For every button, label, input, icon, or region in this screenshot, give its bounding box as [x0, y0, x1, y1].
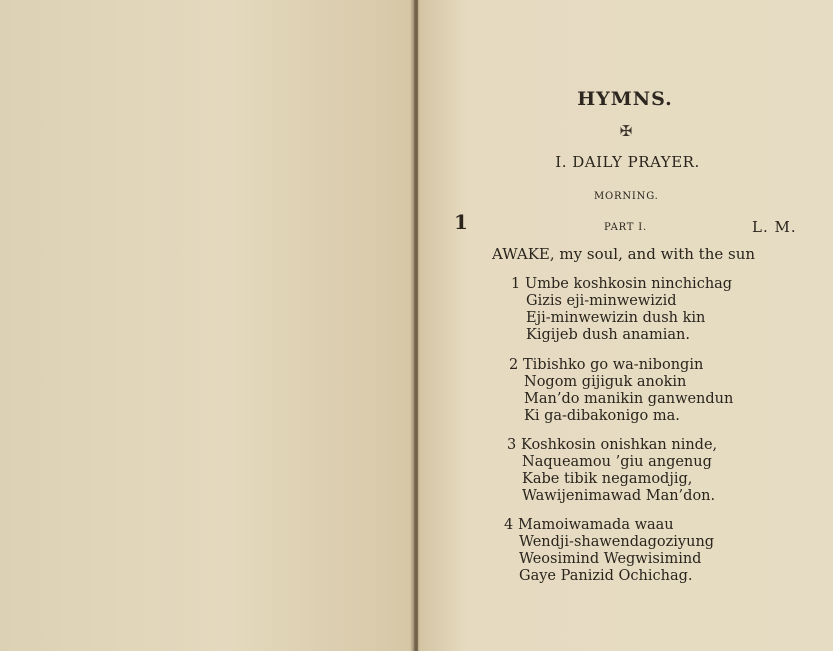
left-page — [0, 0, 414, 651]
stanza-line: Ki ga-dibakonigo ma. — [524, 408, 680, 424]
stanza-number: 3 — [507, 437, 517, 453]
stanza-number: 1 — [511, 276, 521, 292]
stanza-line: Wawijenimawad Man’don. — [522, 488, 716, 504]
stanza-line: Kigijeb dush anamian. — [526, 327, 690, 343]
stanza-line: 4 Mamoiwamada waau — [504, 517, 674, 533]
cross-ornament-icon: ✠ — [619, 122, 633, 140]
stanza-line: Nogom gijiguk anokin — [524, 374, 687, 390]
hymn-number: 1 — [454, 210, 468, 234]
stanza-line: Gizis eji-minwewizid — [526, 293, 677, 309]
hymn-meter: L. M. — [752, 218, 797, 236]
stanza — [507, 437, 717, 505]
stanza-line: 1 Umbe koshkosin ninchichag — [511, 276, 733, 292]
stanza-line: Kabe tibik negamodjig, — [522, 471, 693, 487]
stanza-number: 4 — [504, 517, 514, 533]
stanza — [511, 276, 732, 344]
section-title: I. DAILY PRAYER. — [555, 153, 700, 171]
stanza — [504, 517, 714, 585]
english-first-line: AWAKE, my soul, and with the sun — [492, 245, 756, 263]
stanza-line: 2 Tibishko go wa-nibongin — [509, 357, 704, 373]
book-gutter — [410, 0, 420, 651]
stanza-line: Gaye Panizid Ochichag. — [519, 568, 693, 584]
stanza-number: 2 — [509, 357, 519, 373]
stanza-line: Man’do manikin ganwendun — [524, 391, 734, 407]
page-heading: HYMNS. — [577, 88, 673, 110]
hymn-part: PART I. — [604, 222, 647, 233]
subsection-title: MORNING. — [594, 191, 659, 202]
stanza-line: Weosimind Wegwisimind — [519, 551, 702, 567]
stanza-line: Eji-minwewizin dush kin — [526, 310, 706, 326]
stanza — [509, 357, 733, 425]
stanza-line: 3 Koshkosin onishkan ninde, — [507, 437, 718, 453]
stanza-line: Naqueamou ’giu angenug — [522, 454, 712, 470]
stanza-line: Wendji-shawendagoziyung — [519, 534, 715, 550]
